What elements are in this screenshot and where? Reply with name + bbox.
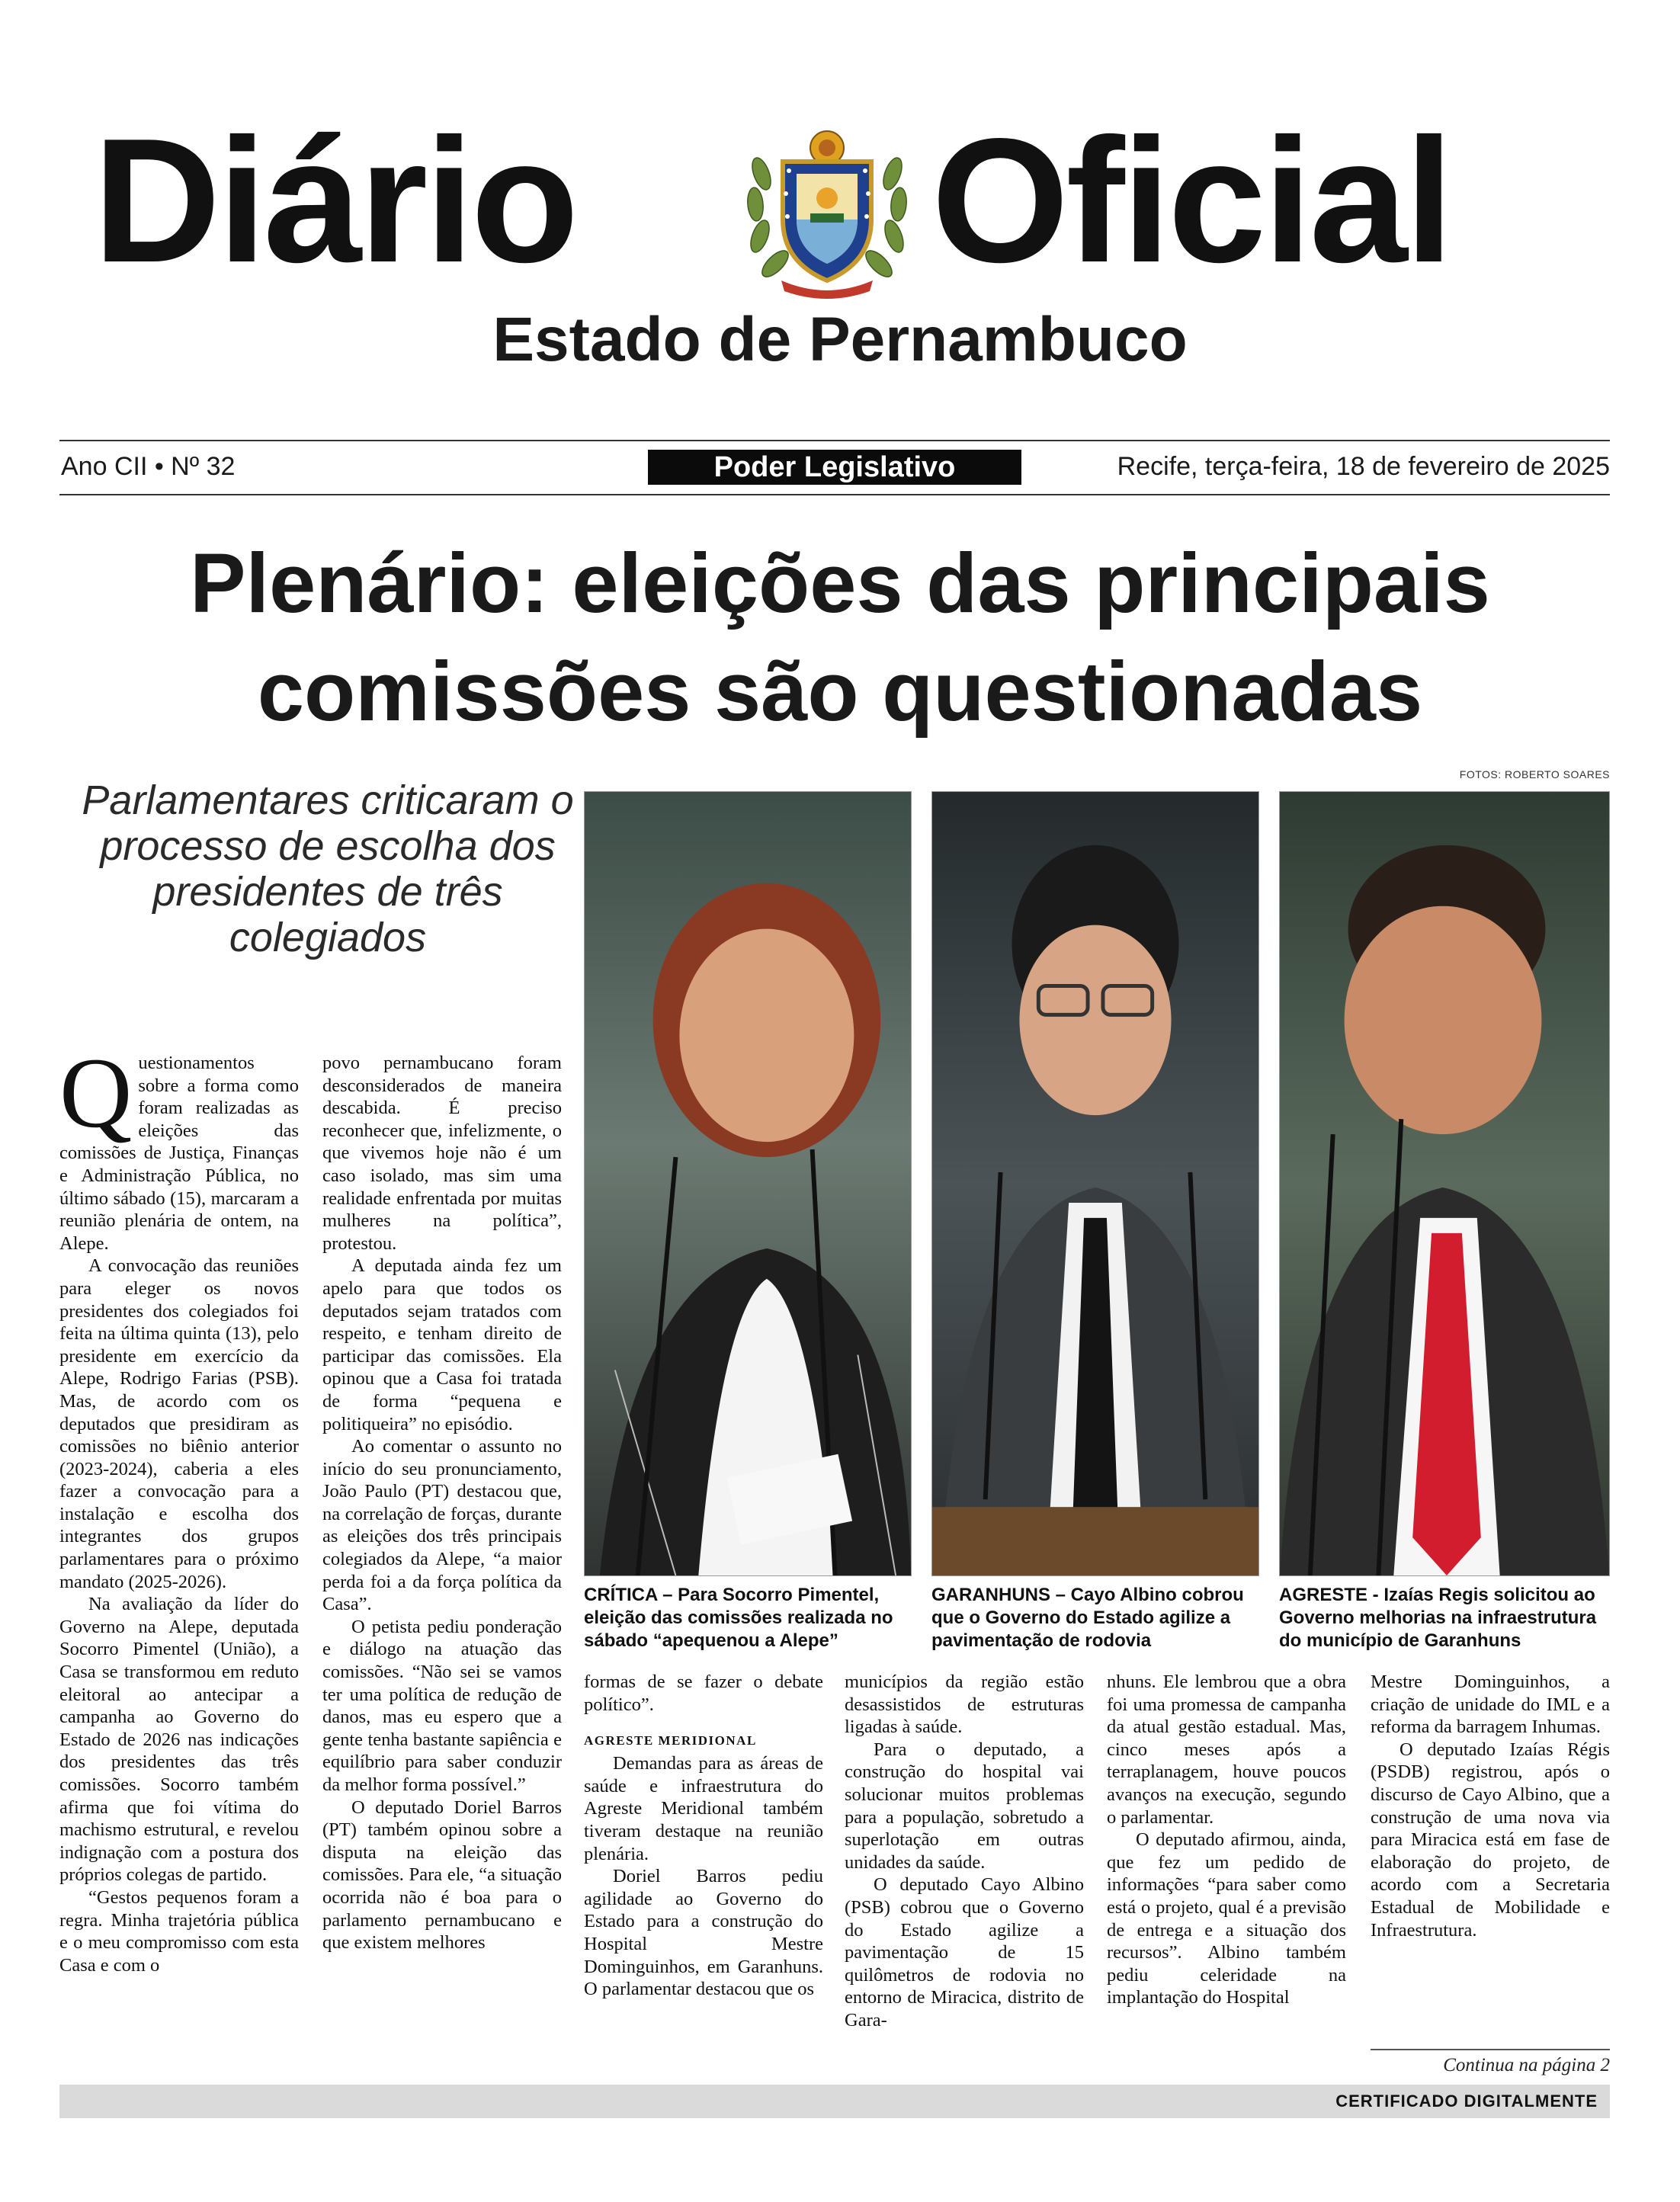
article-paragraph: Demandas para as áreas de saúde e infraestrutura do Agreste Meridional também tiveram destaque na reunião plenária. bbox=[584, 1753, 823, 1864]
coat-of-arms-icon bbox=[736, 128, 919, 300]
photo-caption-3: AGRESTE - Izaías Regis solicitou ao Governo melhorias na infraestrutura do município de Garanhuns bbox=[1279, 1585, 1597, 1651]
article-column-2 bbox=[322, 1052, 562, 1954]
footer-bar bbox=[59, 2085, 1610, 2118]
article-paragraph: Questionamentos sobre a forma como foram realizadas as eleições das comissões de Justiça, Finanças e Administração Pública, no último sábado (15), marcaram a reunião plenária de ontem, na Alepe. bbox=[59, 1037, 299, 1254]
section-label: Poder Legislativo bbox=[648, 450, 1021, 485]
article-paragraph: Para o deputado, a construção do hospital vai solucionar muitos problemas para a população, sobretudo a superlotação em outras unidades da saúde. bbox=[845, 1739, 1084, 1873]
digital-certificate-label: CERTIFICADO DIGITALMENTE bbox=[1335, 2091, 1598, 2111]
article-column-5 bbox=[1107, 1671, 1346, 2009]
article-column-4 bbox=[845, 1671, 1084, 2032]
photo-izaias-regis bbox=[1279, 791, 1610, 1576]
article-paragraph: formas de se fazer o debate político”. bbox=[584, 1672, 823, 1715]
article-column-1 bbox=[59, 1037, 299, 1976]
article-paragraph: O deputado afirmou, ainda, que fez um pedido de informações “para saber como está o projeto, qual é a previsão de entrega e a situação dos recursos”. Albino também pediu celeridade na implantação do Hospital bbox=[1107, 1829, 1346, 2008]
article-paragraph: Doriel Barros pediu agilidade ao Governo do Estado para a construção do Hospital Mestre Dominguinhos, em Garanhuns. O parlamentar destacou que os bbox=[584, 1866, 823, 2000]
masthead-title-right: Oficial bbox=[931, 102, 1451, 300]
photo-credit: FOTOS: ROBERTO SOARES bbox=[1459, 768, 1610, 780]
article-column-6 bbox=[1371, 1671, 1610, 1941]
article-paragraph: municípios da região estão desassistidos de estruturas ligadas à saúde. bbox=[845, 1672, 1084, 1738]
photo-cayo-albino bbox=[931, 791, 1259, 1576]
photo-caption-2: GARANHUNS – Cayo Albino cobrou que o Governo do Estado agilize a pavimentação de rodovia bbox=[931, 1585, 1244, 1651]
article-paragraph: Na avaliação da líder do Governo na Alepe, deputada Socorro Pimentel (União), a Casa se transformou em reduto eleitoral ao antecipar a campanha ao Governo do Estado de 2026 nas indicações dos presidentes das três comissões. Socorro também afirma que foi vítima do machismo estrutural, e revelou indignação com a postura dos próprios colegas de partido. bbox=[59, 1594, 299, 1886]
article-paragraph: Ao comentar o assunto no início do seu pronunciamento, João Paulo (PT) destacou que, na correlação de forças, durante as eleições dos três principais colegiados da Alepe, “a maior perda foi a da força política da Casa”. bbox=[322, 1436, 562, 1615]
article-paragraph: O deputado Doriel Barros (PT) também opinou sobre a disputa na eleição das comissões. Para ele, “a situação ocorrida não é boa para o parlamento pernambucano e que existem melhores bbox=[322, 1797, 562, 1954]
article-paragraph: povo pernambucano foram desconsiderados de maneira descabida. É preciso reconhecer que, infelizmente, o que vivemos hoje não é um caso isolado, mas sim uma realidade enfrentada por muitas mulheres na política”, protestou. bbox=[322, 1053, 562, 1254]
article-paragraph: A convocação das reuniões para eleger os novos presidentes dos colegiados foi feita na última quinta (13), pelo presidente em exercício da Alepe, Rodrigo Farias (PSB). Mas, de acordo com os deputados que presidiram as comissões no biênio anterior (2023-2024), caberia a eles fazer a convocação para a instalação e escolha dos integrantes dos grupos parlamentares para o próximo mandato (2025-2026). bbox=[59, 1255, 299, 1592]
edition-number: Ano CII • Nº 32 bbox=[61, 452, 236, 481]
article-paragraph: Mestre Dominguinhos, a criação de unidade do IML e a reforma da barragem Inhumas. bbox=[1371, 1672, 1610, 1738]
bottom-rule bbox=[59, 494, 1610, 495]
article-paragraph: O deputado Izaías Régis (PSDB) registrou, após o discurso de Cayo Albino, que a construção de uma nova via para Miracica está em fase de elaboração do projeto, de acordo com a Secretaria Estadual de Mobilidade e Infraestrutura. bbox=[1371, 1739, 1610, 1941]
headline: Plenário: eleições das principais comissões são questionadas bbox=[190, 537, 1490, 739]
article-paragraph: A deputada ainda fez um apelo para que todos os deputados sejam tratados com respeito, e tenham direito de participar das comissões. Ela opinou que a Casa foi tratada de forma “pequena e politiqueira” no episódio. bbox=[322, 1255, 562, 1434]
top-rule bbox=[59, 440, 1610, 441]
article-column-3 bbox=[584, 1671, 823, 2001]
dropcap: Q bbox=[59, 1037, 133, 1149]
deck: Parlamentares criticaram o processo de escolha dos presidentes de três colegiados bbox=[82, 777, 574, 960]
photo-caption-1: CRÍTICA – Para Socorro Pimentel, eleição das comissões realizada no sábado “apequenou a Alepe” bbox=[584, 1585, 893, 1651]
article-paragraph: “Gestos pequenos foram a regra. Minha trajetória pública e o meu compromisso com esta Casa e com o bbox=[59, 1886, 299, 1976]
article-paragraph: nhuns. Ele lembrou que a obra foi uma promessa de campanha da atual gestão estadual. Mas, cinco meses após a terraplanagem, houve poucos avanços na execução, segundo o parlamentar. bbox=[1107, 1672, 1346, 1828]
continues-on-page-link[interactable]: Continua na página 2 bbox=[1443, 2055, 1610, 2075]
continuation-rule bbox=[1371, 2049, 1610, 2050]
photo-socorro-pimentel bbox=[584, 791, 912, 1576]
masthead-subtitle: Estado de Pernambuco bbox=[492, 305, 1188, 374]
dateline: Recife, terça-feira, 18 de fevereiro de 2025 bbox=[1117, 452, 1610, 481]
masthead-title-left: Diário bbox=[93, 102, 576, 300]
article-paragraph: O deputado Cayo Albino (PSB) cobrou que o Governo do Estado agilize a pavimentação de 15 quilômetros de rodovia no entorno de Miracica, distrito de Gara- bbox=[845, 1874, 1084, 2031]
article-paragraph: O petista pediu ponderação e diálogo na atuação das comissões. “Não sei se vamos ter uma política de redução de danos, mas eu espero que a gente tenha bastante sapiência e equilíbrio para saber conduzir da melhor forma possível.” bbox=[322, 1616, 562, 1795]
section-subhead: AGRESTE MERIDIONAL bbox=[584, 1733, 757, 1748]
